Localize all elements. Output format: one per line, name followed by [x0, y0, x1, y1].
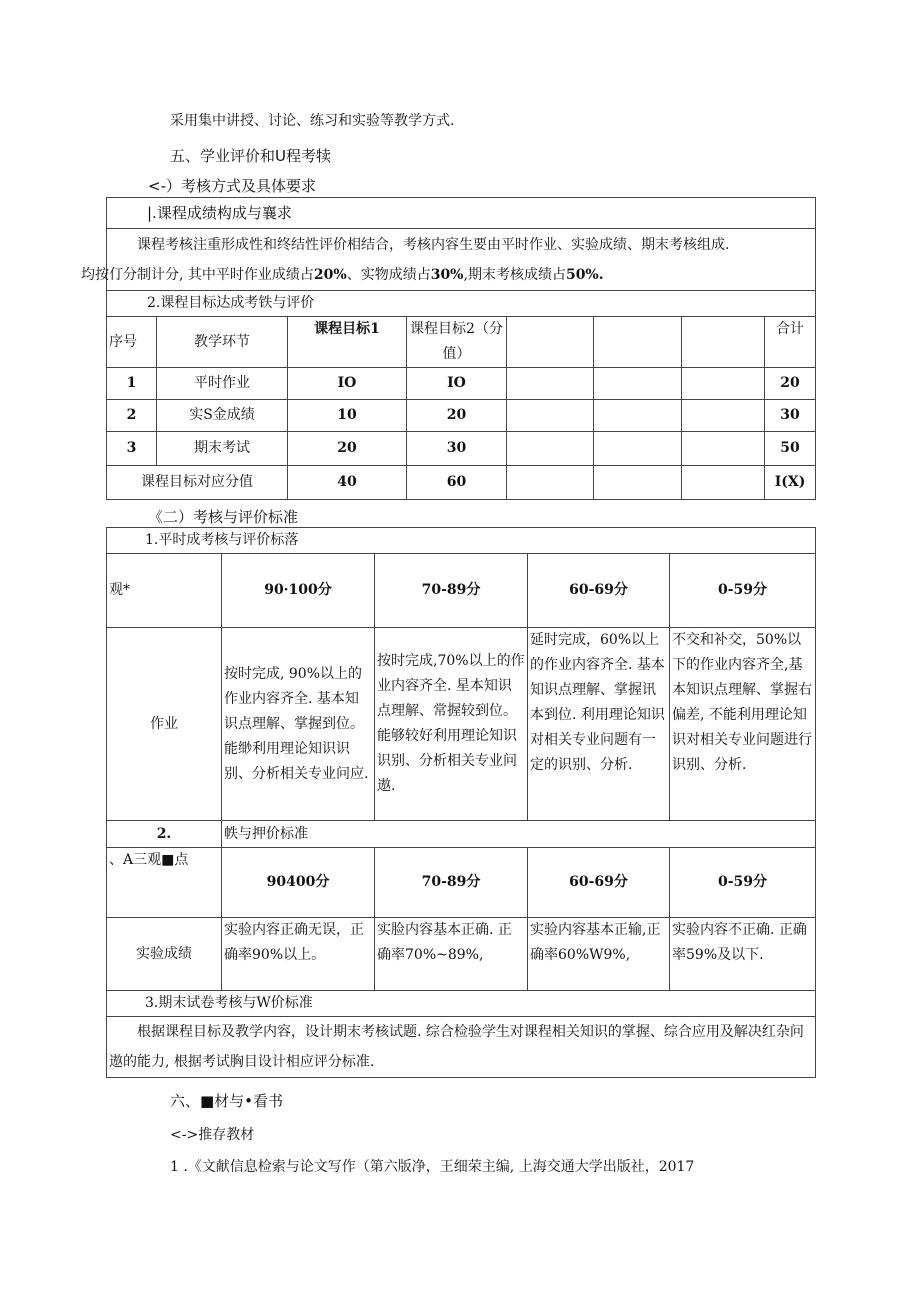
reference-item: 1 .《文献信息检索与论文写作（第六版净，王细荣主编, 上海交通大学出版社，2017	[170, 1159, 695, 1175]
cell	[682, 432, 765, 466]
criteria-cell: 实脸内容基本正确. 正确率70%~89%,	[375, 918, 528, 991]
section-6-heading: 六、■材与•看书	[170, 1092, 284, 1110]
cell	[594, 432, 682, 466]
criteria-cell: 实验内容基本正输,正确率60%W9%,	[528, 918, 670, 991]
header-index: 序号	[107, 317, 157, 368]
cell: 1	[107, 368, 157, 400]
subsection-1-heading: <-）考核方式及具体要求	[148, 177, 316, 195]
total-row	[107, 466, 816, 500]
intro-text: 采用集中讲授、讨论、练习和实验等教学方式.	[170, 113, 455, 129]
cell	[682, 400, 765, 432]
cell: 20	[765, 368, 816, 400]
header-empty	[594, 317, 682, 368]
cell: 30	[765, 400, 816, 432]
criteria-heading-1: 1.平时成考核与评价标落	[107, 528, 816, 554]
header-goal-1: 课程目标1	[288, 317, 407, 368]
cell: I(X)	[765, 466, 816, 500]
grade-header: 70-89分	[375, 554, 528, 628]
cell: 平时作业	[157, 368, 288, 400]
grade-header: 90400分	[222, 848, 375, 918]
cell: 2	[107, 400, 157, 432]
subsection-2-heading: 《二）考核与评价标准	[148, 508, 299, 526]
row-label: 作业	[107, 628, 222, 821]
grade-header: 0-59分	[670, 554, 816, 628]
row-label: 实验成绩	[107, 918, 222, 991]
corner-cell: 观*	[107, 554, 222, 628]
final-exam-paragraph: 根据课程目标及教学内容，设计期末考核试题. 综合检验学生对课程相关知识的掌握、综合应用及解决红杂问遨的能力, 根据考试胸目设计相应评分标准.	[107, 1017, 816, 1078]
criteria-cell: 实验内容不正确. 正确率59%及以下.	[670, 918, 816, 991]
header-goal-2: 课程目标2（分值）	[407, 317, 507, 368]
cell	[682, 466, 765, 500]
cell: 20	[288, 432, 407, 466]
cell	[594, 400, 682, 432]
criteria-cell: 实验内容正确无误，正确率90%以上。	[222, 918, 375, 991]
cell	[507, 466, 594, 500]
header-segment: 教学环节	[157, 317, 288, 368]
table-row	[107, 400, 816, 432]
cell: 60	[407, 466, 507, 500]
criteria-heading-2-num: 2.	[107, 821, 222, 848]
cell: 30	[407, 432, 507, 466]
header-empty	[682, 317, 765, 368]
grade-header: 70-89分	[375, 848, 528, 918]
cell: 50	[765, 432, 816, 466]
cell: 3	[107, 432, 157, 466]
cell: IO	[407, 368, 507, 400]
section-5-heading: 五、学业评价和U程考犊	[170, 147, 331, 165]
grade-header: 0-59分	[670, 848, 816, 918]
cell: IO	[288, 368, 407, 400]
criteria-table	[106, 527, 816, 1078]
cell	[594, 368, 682, 400]
criteria-heading-3: 3.期末试卷考核与W价标准	[107, 991, 816, 1017]
grade-header: 90·100分	[222, 554, 375, 628]
table-header-row	[107, 317, 816, 368]
grade-header: 60-69分	[528, 554, 670, 628]
cell: 课程目标对应分值	[107, 466, 288, 500]
table-row	[107, 368, 816, 400]
grade-header: 60-69分	[528, 848, 670, 918]
cell: 实S金成绩	[157, 400, 288, 432]
header-empty	[507, 317, 594, 368]
criteria-cell: 延时完成，60%以上的作业内容齐全. 基本知识点理解、掌握讯本到位. 利用理论知识对相关专业问题有一定的识别、分析.	[528, 628, 670, 821]
cell	[507, 368, 594, 400]
table1-heading-2: 2.课程目标达成考铁与评价	[107, 291, 816, 317]
cell	[682, 368, 765, 400]
subsection-3-heading: <->推存教材	[170, 1127, 255, 1143]
criteria-heading-2: 帙与押价标准	[222, 821, 816, 848]
cell	[507, 432, 594, 466]
cell: 40	[288, 466, 407, 500]
corner-cell: 、A三观■点	[107, 848, 222, 918]
cell: 期末考试	[157, 432, 288, 466]
table1-heading-1: |.课程成绩构成与襄求	[107, 198, 816, 229]
cell	[594, 466, 682, 500]
cell	[507, 400, 594, 432]
criteria-cell: 按时完成, 90%以上的作业内容齐全. 基本知识点理解、掌握到位。能缈利用理论知识识别、分析相关专业问应.	[222, 628, 375, 821]
assessment-table	[81, 197, 816, 500]
grade-composition-paragraph: 课程考核注重形成性和终结性评价相结合，考核内容生要由平时作业、实验成绩、期末考核组成. 均按仃分制计分, 其中平时作业成绩占20%、实物成绩占30%,期末考核成绩占50%.	[107, 229, 816, 291]
cell: 10	[288, 400, 407, 432]
header-total: 合计	[765, 317, 816, 368]
table-row	[107, 432, 816, 466]
cell: 20	[407, 400, 507, 432]
criteria-cell: 按时完成,70%以上的作业内容齐全. 星本知识点理解、常握较到位。能够较好利用理论知识识别、分析相关专业问遨.	[375, 628, 528, 821]
criteria-cell: 不交和补交，50%以下的作业内容齐全,基本知识点理解、掌握右偏差, 不能利用理论知识对相关专业问题进行识别、分析.	[670, 628, 816, 821]
